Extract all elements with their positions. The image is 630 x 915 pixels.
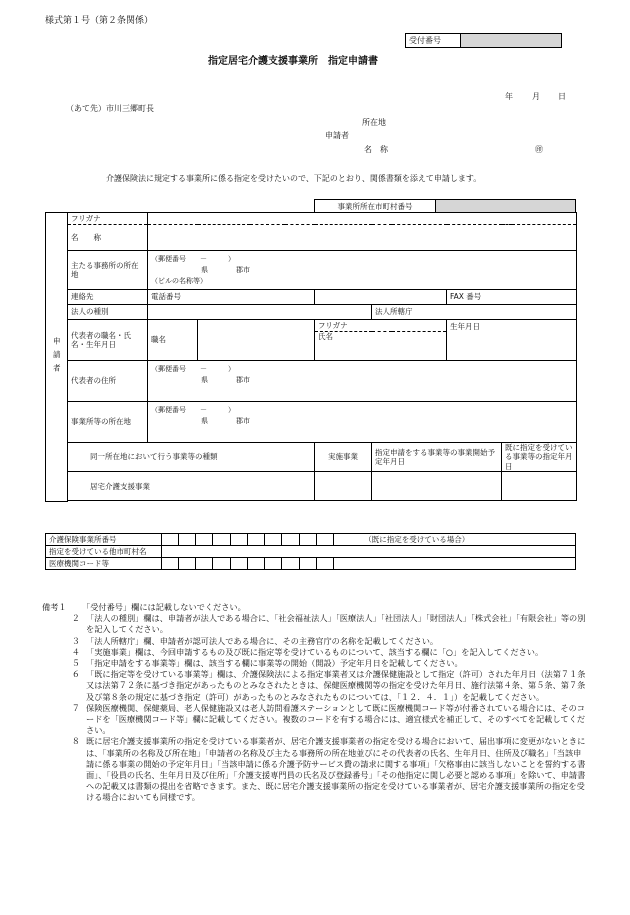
prefecture: 県 bbox=[201, 265, 208, 274]
date-month: 月 bbox=[532, 92, 540, 101]
col-planned-date: 指定申請をする事業等の事業開始予定年月日 bbox=[372, 443, 502, 472]
date-year: 年 bbox=[505, 92, 513, 101]
corp-type-label: 法人の種別 bbox=[68, 305, 148, 320]
ltc-digit[interactable] bbox=[213, 534, 230, 546]
ltc-digit[interactable] bbox=[161, 534, 178, 546]
rep-label: 代表者の職名・氏名・生年月日 bbox=[68, 320, 148, 361]
application-form bbox=[45, 212, 577, 502]
medical-digit[interactable] bbox=[196, 558, 213, 570]
note-item bbox=[42, 602, 588, 613]
rep-name-field[interactable] bbox=[315, 332, 447, 361]
col-existing-date: 既に指定を受けている事業等の指定年月日 bbox=[502, 443, 577, 472]
form-label: 様式第１号（第２条関係） bbox=[45, 16, 154, 26]
col-service-type: 同一所在地において行う事業等の種類 bbox=[68, 443, 315, 472]
ltc-note: （既に指定を受けている場合） bbox=[334, 534, 576, 546]
ltc-digit[interactable] bbox=[299, 534, 316, 546]
municipal-code-label: 事業所所在市町村番号 bbox=[315, 200, 436, 213]
birthdate-label: 生年月日 bbox=[450, 322, 480, 331]
ltc-digit[interactable] bbox=[196, 534, 213, 546]
service-planned-field[interactable] bbox=[372, 472, 502, 501]
address-label: 所在地 bbox=[362, 118, 386, 127]
col-implement: 実施事業 bbox=[315, 443, 372, 472]
medical-digit[interactable] bbox=[230, 558, 247, 570]
note-text: 「実施事業」欄は、今回申請するもの及び既に指定等を受けているものについて、該当する欄に「○」を記入してください。 bbox=[86, 646, 544, 657]
office-postal-code: （郵便番号 － ） bbox=[151, 406, 235, 414]
municipal-code-field bbox=[436, 200, 576, 213]
furigana-field[interactable] bbox=[148, 213, 577, 225]
phone-field[interactable] bbox=[148, 290, 315, 305]
ltc-digit[interactable] bbox=[178, 534, 195, 546]
medical-digit[interactable] bbox=[282, 558, 299, 570]
ltc-digit[interactable] bbox=[265, 534, 282, 546]
rep-city: 郡市 bbox=[236, 376, 250, 384]
service-existing-field[interactable] bbox=[502, 472, 577, 501]
note-item bbox=[48, 658, 588, 669]
note-text: 「受付番号」欄には記載しないでください。 bbox=[82, 602, 246, 612]
note-number: 備考１ bbox=[42, 602, 67, 612]
applicant-vertical-label: 申請者 bbox=[46, 213, 68, 502]
note-item bbox=[48, 736, 588, 803]
rep-prefecture: 県 bbox=[201, 376, 208, 384]
note-number: ４ bbox=[71, 646, 80, 657]
ltc-digit[interactable] bbox=[230, 534, 247, 546]
rep-title-label: 職名 bbox=[151, 335, 166, 345]
office-prefecture: 県 bbox=[201, 417, 208, 425]
note-number: ６ bbox=[71, 669, 80, 680]
corp-name-field[interactable] bbox=[148, 225, 577, 251]
notes-section bbox=[42, 602, 588, 804]
code-table bbox=[45, 533, 576, 570]
medical-digit[interactable] bbox=[316, 558, 333, 570]
rep-title-value[interactable] bbox=[198, 320, 315, 361]
ltc-number-label: 介護保険事業所番号 bbox=[46, 534, 162, 546]
receipt-number-box bbox=[405, 33, 562, 48]
contact-label: 連絡先 bbox=[68, 290, 148, 305]
ltc-digit[interactable] bbox=[316, 534, 333, 546]
medical-code-label: 医療機関コード等 bbox=[46, 558, 162, 570]
medical-digit[interactable] bbox=[161, 558, 178, 570]
other-muni-field[interactable] bbox=[161, 546, 575, 558]
note-number: ７ bbox=[71, 702, 80, 713]
fax-label: FAX 番号 bbox=[450, 292, 482, 302]
main-office-field[interactable] bbox=[148, 251, 577, 290]
note-text: 「法人の種別」欄は、申請者が法人である場合に、「社会福祉法人」「医療法人」「社団法人」「財団法人」「株式会社」「有限会社」等の別を記入してください。 bbox=[86, 613, 586, 635]
date-day: 日 bbox=[558, 92, 566, 101]
receipt-number-label: 受付番号 bbox=[406, 34, 461, 48]
note-item bbox=[48, 703, 588, 737]
municipal-code-row bbox=[314, 199, 576, 213]
note-text: 「既に指定等を受けている事業等」欄は、介護保険法による指定事業者又は介護保健施設として指定（許可）された年月日（法第７１条又は法第７２条に基づき指定があったものとみなされたときは、保健医療機関等の指定を受けた年月日、施行法第４条、第５条、第７条及び第８条の規定に基づき指定（許可）があったものとみなされたものについては、「１２．４．１」）を記載してください。 bbox=[86, 669, 586, 702]
office-address-field[interactable] bbox=[148, 402, 577, 443]
rep-furigana-field[interactable] bbox=[315, 320, 447, 332]
medical-digit[interactable] bbox=[265, 558, 282, 570]
note-number: ２ bbox=[71, 613, 80, 624]
fax-field[interactable] bbox=[447, 290, 577, 305]
name-label: 名 称 bbox=[364, 145, 388, 154]
postal-code: （郵便番号 － ） bbox=[151, 254, 235, 263]
ltc-digit[interactable] bbox=[247, 534, 264, 546]
office-city: 郡市 bbox=[236, 417, 250, 425]
page-title: 指定居宅介護支援事業所 指定申請書 bbox=[208, 56, 378, 67]
medical-digit[interactable] bbox=[247, 558, 264, 570]
medical-digit[interactable] bbox=[299, 558, 316, 570]
corp-authority-label: 法人所轄庁 bbox=[375, 307, 413, 317]
note-number: ５ bbox=[71, 658, 80, 669]
rep-address-label: 代表者の住所 bbox=[68, 361, 148, 402]
note-text: 既に居宅介護支援事業所の指定を受けている事業者が、居宅介護支援事業者の指定を受ける場合において、届出事項に変更がないときには、「事業所の名称及び所在地」「申請者の名称及び主たる事務所の所在地並びにその代表者の氏名、生年月日、住所及び職名」「当該申請に係る事業の開始の予定年月日」「当該申請に係る介護予防サービス費の請求に関する事項」「欠格事由に該当しないことを誓約する書面」、「役員の氏名、生年月日及び住所」「介護支援専門員の氏名及び登録番号」「その他指定に関し必要と認める事項」を除いて、申請書への記載又は書類の提出を省略できます。また、既に居宅介護支援事業所の指定を受けている事業者が、居宅介護支援事業所の指定を受ける場合においても同様です。 bbox=[86, 736, 586, 803]
rep-name-label: 氏名 bbox=[318, 332, 333, 341]
note-text: 保険医療機関、保健薬局、老人保健施設又は老人訪問看護ステーションとして既に医療機関コード等が付番されている場合には、そのコードを「医療機関コード等」欄に記載してください。複数のコードを有する場合には、適宜様式を補正して、そのすべてを記載してください。 bbox=[86, 702, 586, 736]
medical-digit[interactable] bbox=[213, 558, 230, 570]
service-implement-field[interactable] bbox=[315, 472, 372, 501]
note-number: ３ bbox=[71, 635, 80, 646]
note-item bbox=[48, 636, 588, 647]
note-text: 「指定申請をする事業等」欄は、該当する欄に事業等の開始（開設）予定年月日を記載してください。 bbox=[86, 658, 463, 669]
phone-extra-field[interactable] bbox=[315, 290, 447, 305]
building-name: （ビルの名称等） bbox=[151, 276, 207, 285]
note-number: ８ bbox=[71, 736, 80, 747]
note-item bbox=[48, 669, 588, 703]
medical-digit[interactable] bbox=[178, 558, 195, 570]
main-office-label: 主たる事務所の所在地 bbox=[68, 251, 148, 290]
rep-address-field[interactable] bbox=[148, 361, 577, 402]
receipt-number-field bbox=[461, 34, 562, 48]
note-text: 「法人所轄庁」欄、申請者が認可法人である場合に、その主務官庁の名称を記載してください。 bbox=[86, 635, 439, 646]
phone-label: 電話番号 bbox=[151, 292, 181, 302]
service-name: 居宅介護支援事業 bbox=[68, 472, 315, 501]
rep-title-field[interactable] bbox=[148, 320, 198, 361]
medical-code-extra bbox=[334, 558, 576, 570]
rep-furigana-label: フリガナ bbox=[318, 320, 348, 330]
corp-name-label: 名 称 bbox=[68, 225, 148, 251]
applicant-label: 申請者 bbox=[325, 131, 349, 140]
intro-text: 介護保険法に規定する事業所に係る指定を受けたいので、下記のとおり、関係書類を添えて申請します。 bbox=[106, 174, 482, 183]
addressee: （あて先）市川三郷町長 bbox=[66, 104, 154, 113]
rep-postal-code: （郵便番号 － ） bbox=[151, 365, 235, 373]
furigana-label: フリガナ bbox=[68, 213, 148, 225]
corp-authority-field[interactable] bbox=[372, 305, 577, 320]
note-item bbox=[48, 647, 588, 658]
note-item bbox=[48, 613, 588, 635]
city: 郡市 bbox=[236, 265, 250, 274]
office-address-label: 事業所等の所在地 bbox=[68, 402, 148, 443]
ltc-digit[interactable] bbox=[282, 534, 299, 546]
seal-mark: ㊞ bbox=[535, 145, 543, 154]
corp-type-field[interactable] bbox=[148, 305, 372, 320]
birthdate-field[interactable] bbox=[447, 320, 577, 361]
other-muni-label: 指定を受けている他市町村名 bbox=[46, 546, 162, 558]
